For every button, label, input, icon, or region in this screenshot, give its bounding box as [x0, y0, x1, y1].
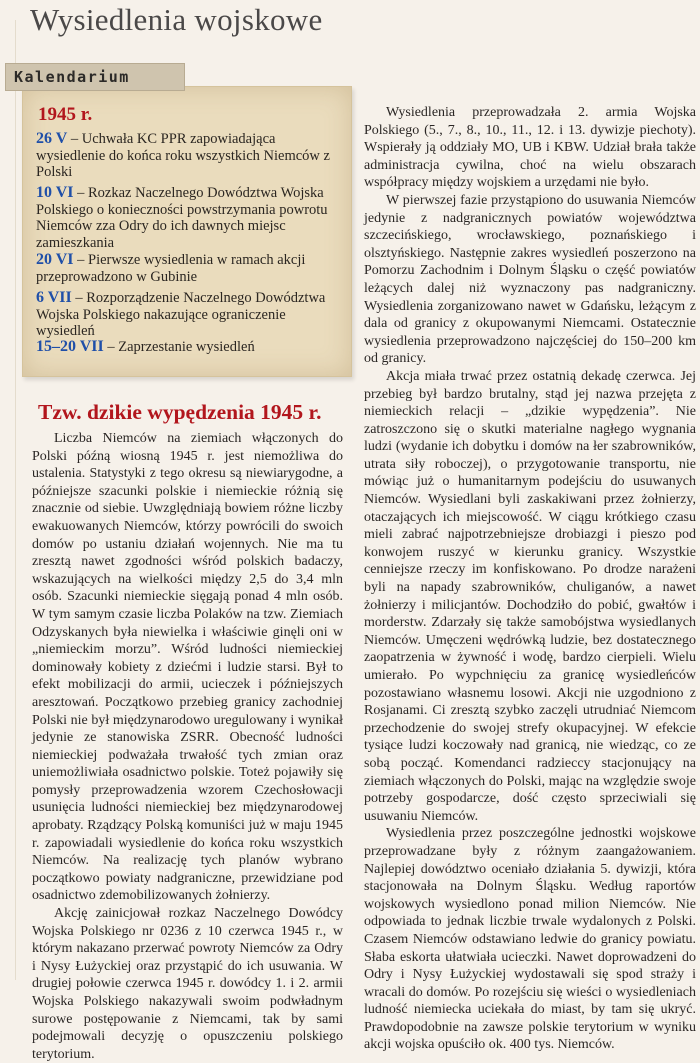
right-column-text	[364, 104, 696, 1054]
kalendarium-entry-date: 6 VII	[36, 289, 72, 306]
paragraph: Wysiedlenia przez poszczególne jednostki wojskowe przeprowadzane były z różnym zaangażowaniem. Najlepiej dowództwo oceniało działania 5. dywizji, która stacjonowała na Dolnym Śląsku. Według raportów wojskowych wysiedlono ponad milion Niemców. Nie odpowiada to jednak liczbie trwale wydalonych z Polski. Czasem Niemców odstawiano ledwie do granicy powiatu. Słaba eskorta ułatwiała ucieczki. Nawet doprowadzeni do Odry i Nysy Łużyckiej wydostawali się spod straży i wracali do domów. Po rozejściu się wieści o wysiedleniach ludność niemiecka uciekała do miast, by tam się ukryć. Prawdopodobnie na zawsze polskie terytorium w wyniku akcji wojska opuściło ok. 400 tys. Niemców.	[364, 826, 696, 1053]
kalendarium-entry-date: 20 VI	[36, 251, 74, 268]
kalendarium-entry-text: – Pierwsze wysiedlenia w ramach akcji przeprowadzono w Gubinie	[36, 252, 306, 285]
paragraph: W pierwszej fazie przystąpiono do usuwania Niemców jedynie z nadgranicznych powiatów województwa szczecińskiego, wrocławskiego, poznańskiego i olsztyńskiego. Następnie zakres wysiedleń poszerzono na Pomorzu Zachodnim i Dolnym Śląsku o część powiatów leżących dalej niż wyznaczony pas nadgraniczny. Wysiedlenia zorganizowano nawet w Gdańsku, leżącym z dala od granicy z okupowanymi Niemcami. Ostatecznie wysiedlenia przeprowadzono najczęściej do 150–200 km od granicy.	[364, 192, 696, 367]
kalendarium-entry	[36, 252, 348, 285]
page-title: Wysiedlenia wojskowe	[30, 2, 323, 37]
kalendarium-entry-text: – Zaprzestanie wysiedleń	[107, 339, 255, 355]
kalendarium-entry-text: – Uchwała KC PPR zapowiadająca wysiedlenie do końca roku wszystkich Niemców z Polski	[36, 131, 330, 180]
kalendarium-entry-text: – Rozporządzenie Naczelnego Dowództwa Wojska Polskiego nakazujące ograniczenie wysiedleń	[36, 290, 326, 339]
kalendarium-entry-date: 15–20 VII	[36, 338, 104, 355]
kalendarium-year: 1945 r.	[38, 104, 93, 125]
kalendarium-entry	[36, 185, 348, 251]
paragraph: Akcję zainicjował rozkaz Naczelnego Dowódcy Wojska Polskiego nr 0236 z 10 czerwca 1945 r., w którym nakazano przerwać powroty Niemców za Odry i Nysy Łużyckiej oraz przystąpić do ich usuwania. W drugiej połowie czerwca 1945 r. dowódcy 1. i 2. armii Wojska Polskiego nakazywali swoim podwładnym surowe postępowanie z Niemcami, tak by sami podejmowali decyzję o opuszczeniu polskiego terytorium.	[32, 906, 343, 1062]
kalendarium-entry	[36, 131, 348, 181]
kalendarium-entry-text: – Rozkaz Naczelnego Dowództwa Wojska Polskiego o konieczności powstrzymania powrotu Niemców zza Odry do ich dawnych miejsc zamieszkania	[36, 185, 328, 251]
paragraph: Akcja miała trwać przez ostatnią dekadę czerwca. Jej przebieg był bardzo brutalny, stąd jej nazwa przejęta z niemieckich relacji – „dzikie wypędzenia”. Nie zatroszczono się o skutki materialne nagłego wygnania ludzi (wydanie ich dobytku i domów na łer szabrowników, utrata siły roboczej), o przygotowanie transportu, nie mówiąc już o humanitarnym podejściu do usuwanych Niemców. Wysiedlani byli zaskakiwani przez żołnierzy, otaczających ich miejscowość. W ciągu krótkiego czasu mieli zabrać najpotrzebniejsze drobiazgi i pieszo pod konwojem ruszyć w kierunku granicy. Wszystkie cenniejsze rzeczy im konfiskowano. Po drodze narażeni byli na napady szabrowników, chuliganów, a nawet żołnierzy i milicjantów. Dochodziło do pobić, gwałtów i morderstw. Zdarzały się także samobójstwa wysiedlanych Niemców. Umęczeni wędrówką ludzie, bez dostatecznego zaopatrzenia w żywność i wodę, bardzo cierpieli. Wielu umierało. Po wypchnięciu za granicę wysiedleńców pozostawiano własnemu losowi. Akcji nie uzgodniono z Rosjanami. Ci zresztą szybko zaczęli utrudniać Niemcom przechodzenie do swojej strefy okupacyjnej. W efekcie tysiące ludzi koczowały nad granicą, nie wiedząc, co ze sobą począć. Komendanci radzieccy stacjonujący na ziemiach włączonych do Polski, mając na względzie swoje potrzeby gospodarcze, dość często sprzeciwiali się usuwaniu Niemców.	[364, 368, 696, 824]
paragraph: Liczba Niemców na ziemiach włączonych do Polski późną wiosną 1945 r. jest niemożliwa do ustalenia. Statystyki z tego okresu są niewiarygodne, a późniejsze szacunki polskie i niemieckie różnią się znacznie od siebie. Uwzględniają bowiem różne liczby ewakuowanych Niemców, którzy powrócili do swoich domów po ustaniu działań wojennych. Nie ma tu zresztą nawet zgodności wśród polskich badaczy, wskazujących na wielkości między 2,5 do 3,4 mln osób. Szacunki niemieckie sięgają ponad 4 mln osób. W tym samym czasie liczba Polaków na tzw. Ziemiach Odzyskanych była niewielka i właściwie ginęli oni w „niemieckim morzu”. Wśród ludności niemieckiej dominowały kobiety z dziećmi i ludzie starsi. Był to efekt mobilizacji do armii, ucieczek i późniejszych aresztowań. Początkowo przebieg granicy zachodniej Polski nie był międzynarodowo uregulowany i wynikał jedynie ze stanowiska ZSRR. Obecność ludności niemieckiej podważała trwałość tych zmian oraz uniemożliwiała osadnictwo polskie. Toteż pojawiły się pomysły przeprowadzenia wzorem Czechosłowacji usunięcia ludności niemieckiej bez międzynarodowej aprobaty. Rządzący Polską komuniści już w maju 1945 r. zapowiadali wysiedlenie do końca roku wszystkich Niemców. Na realizację tych planów wybrano początkowo powiaty nadgraniczne, przewidziane pod osadnictwo zdemobilizowanych żołnierzy.	[32, 431, 343, 904]
section-heading: Tzw. dzikie wypędzenia 1945 r.	[38, 400, 322, 424]
kalendarium-entry-date: 10 VI	[36, 184, 74, 201]
page-edge-line	[15, 20, 16, 980]
kalendarium-label: Kalendarium	[5, 63, 185, 91]
kalendarium-entry	[36, 339, 348, 356]
kalendarium-entry-date: 26 V	[36, 130, 68, 147]
kalendarium-entry	[36, 290, 348, 340]
paragraph: Wysiedlenia przeprowadzała 2. armia Wojska Polskiego (5., 7., 8., 10., 11., 12. i 13. dywizje piechoty). Wspierały ją oddziały MO, UB i KBW. Udział brała także administracja cywilna, choć na wielu obszarach współpracy między wojskiem a urzędami nie było.	[364, 105, 696, 191]
left-column-text	[32, 430, 343, 1063]
